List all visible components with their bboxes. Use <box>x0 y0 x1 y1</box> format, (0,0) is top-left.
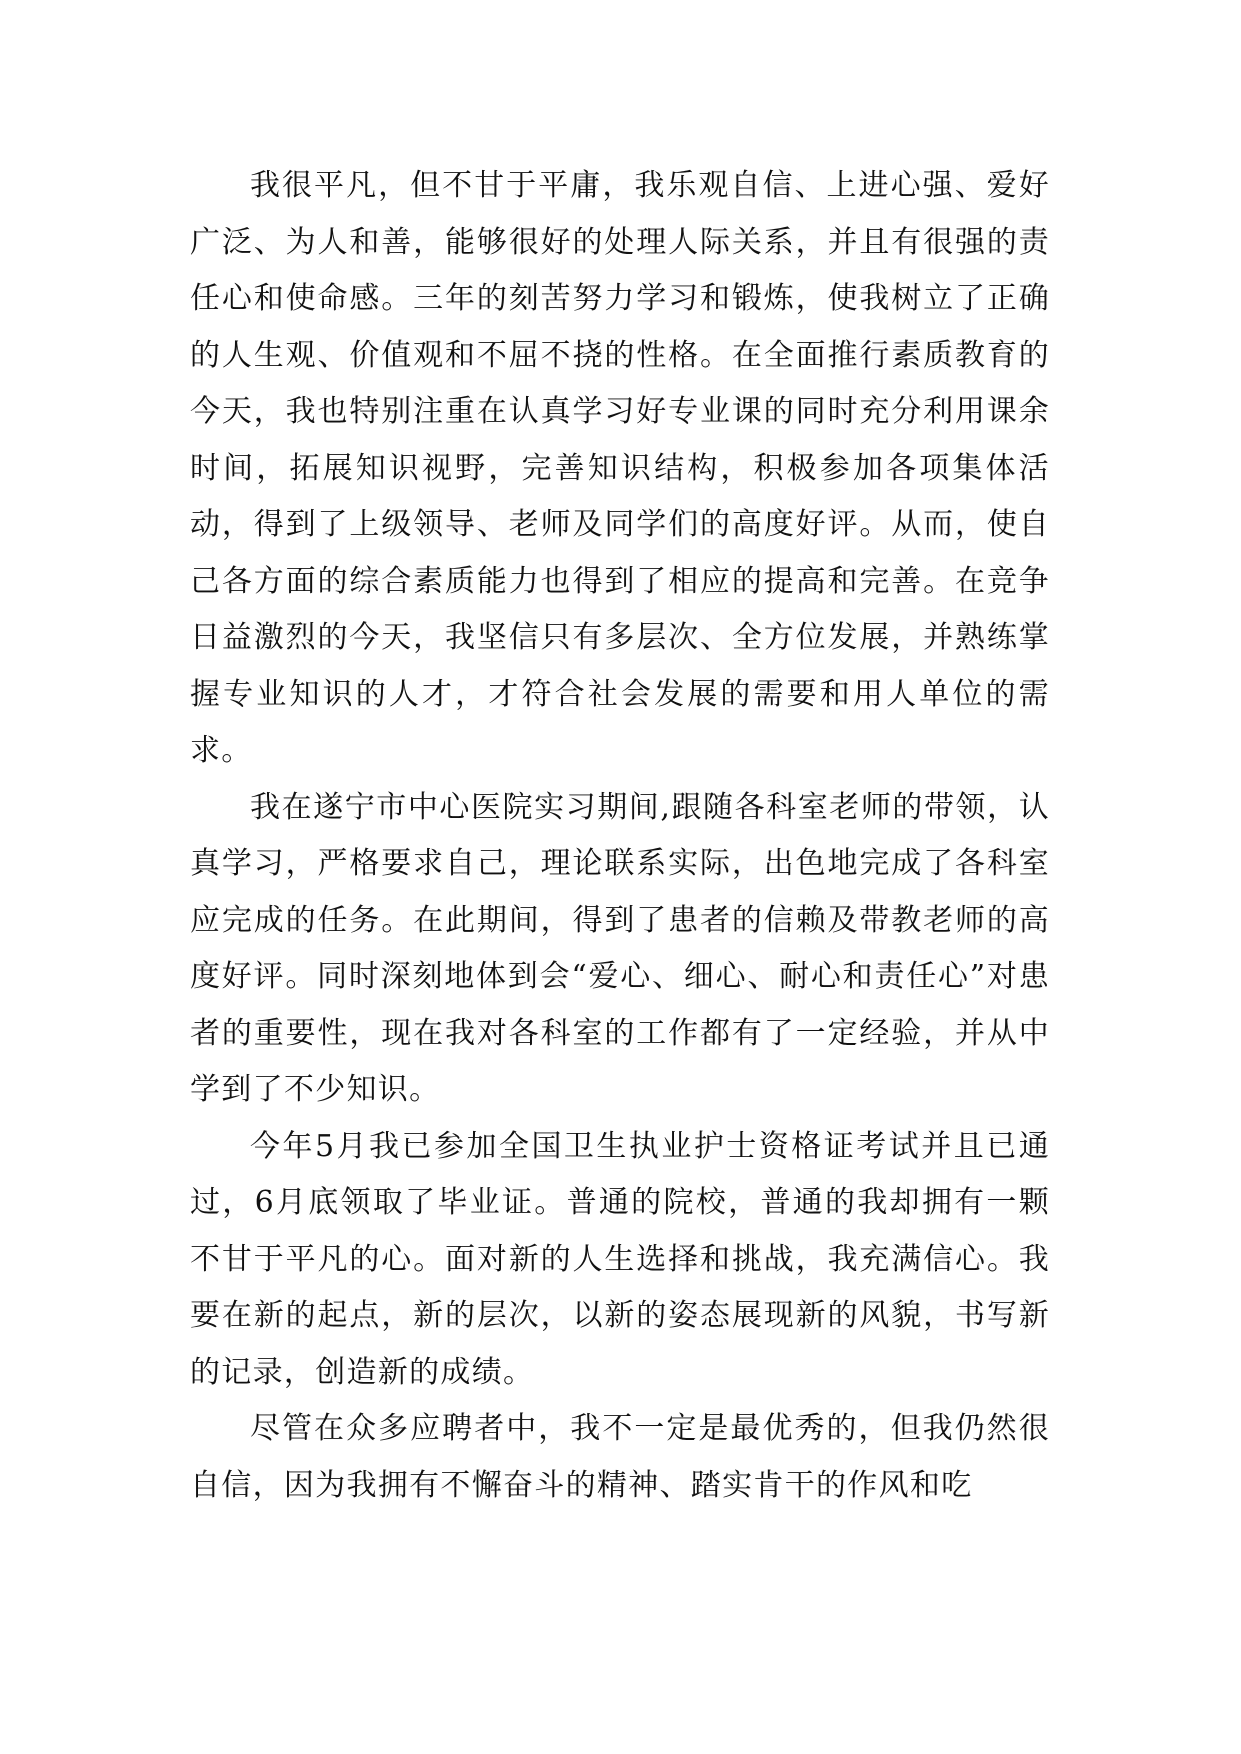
paragraph-confidence: 尽管在众多应聘者中，我不一定是最优秀的，但我仍然很自信，因为我拥有不懈奋斗的精神、踏实肯干的作风和吃 <box>190 1411 1050 1503</box>
document-page <box>190 158 1050 1514</box>
paragraph-internship: 我在遂宁市中心医院实习期间,跟随各科室老师的带领，认真学习，严格要求自己，理论联系实际，出色地完成了各科室应完成的任务。在此期间，得到了患者的信赖及带教老师的高度好评。同时深刻地体到会“爱心、细心、耐心和责任心”对患者的重要性，现在我对各科室的工作都有了一定经验，并从中学到了不少知识。 <box>190 789 1050 1107</box>
paragraph-self-introduction: 我很平凡，但不甘于平庸，我乐观自信、上进心强、爱好广泛、为人和善，能够很好的处理人际关系，并且有很强的责任心和使命感。三年的刻苦努力学习和锻炼，使我树立了正确的人生观、价值观和不屈不挠的性格。在全面推行素质教育的今天，我也特别注重在认真学习好专业课的同时充分利用课余时间，拓展知识视野，完善知识结构，积极参加各项集体活动，得到了上级领导、老师及同学们的高度好评。从而，使自己各方面的综合素质能力也得到了相应的提高和完善。在竞争日益激烈的今天，我坚信只有多层次、全方位发展，并熟练掌握专业知识的人才，才符合社会发展的需要和用人单位的需求。 <box>190 168 1050 768</box>
paragraph-qualification: 今年5月我已参加全国卫生执业护士资格证考试并且已通过，6月底领取了毕业证。普通的院校，普通的我却拥有一颗不甘于平凡的心。面对新的人生选择和挑战，我充满信心。我要在新的起点，新的层次，以新的姿态展现新的风貌，书写新的记录，创造新的成绩。 <box>190 1128 1050 1390</box>
